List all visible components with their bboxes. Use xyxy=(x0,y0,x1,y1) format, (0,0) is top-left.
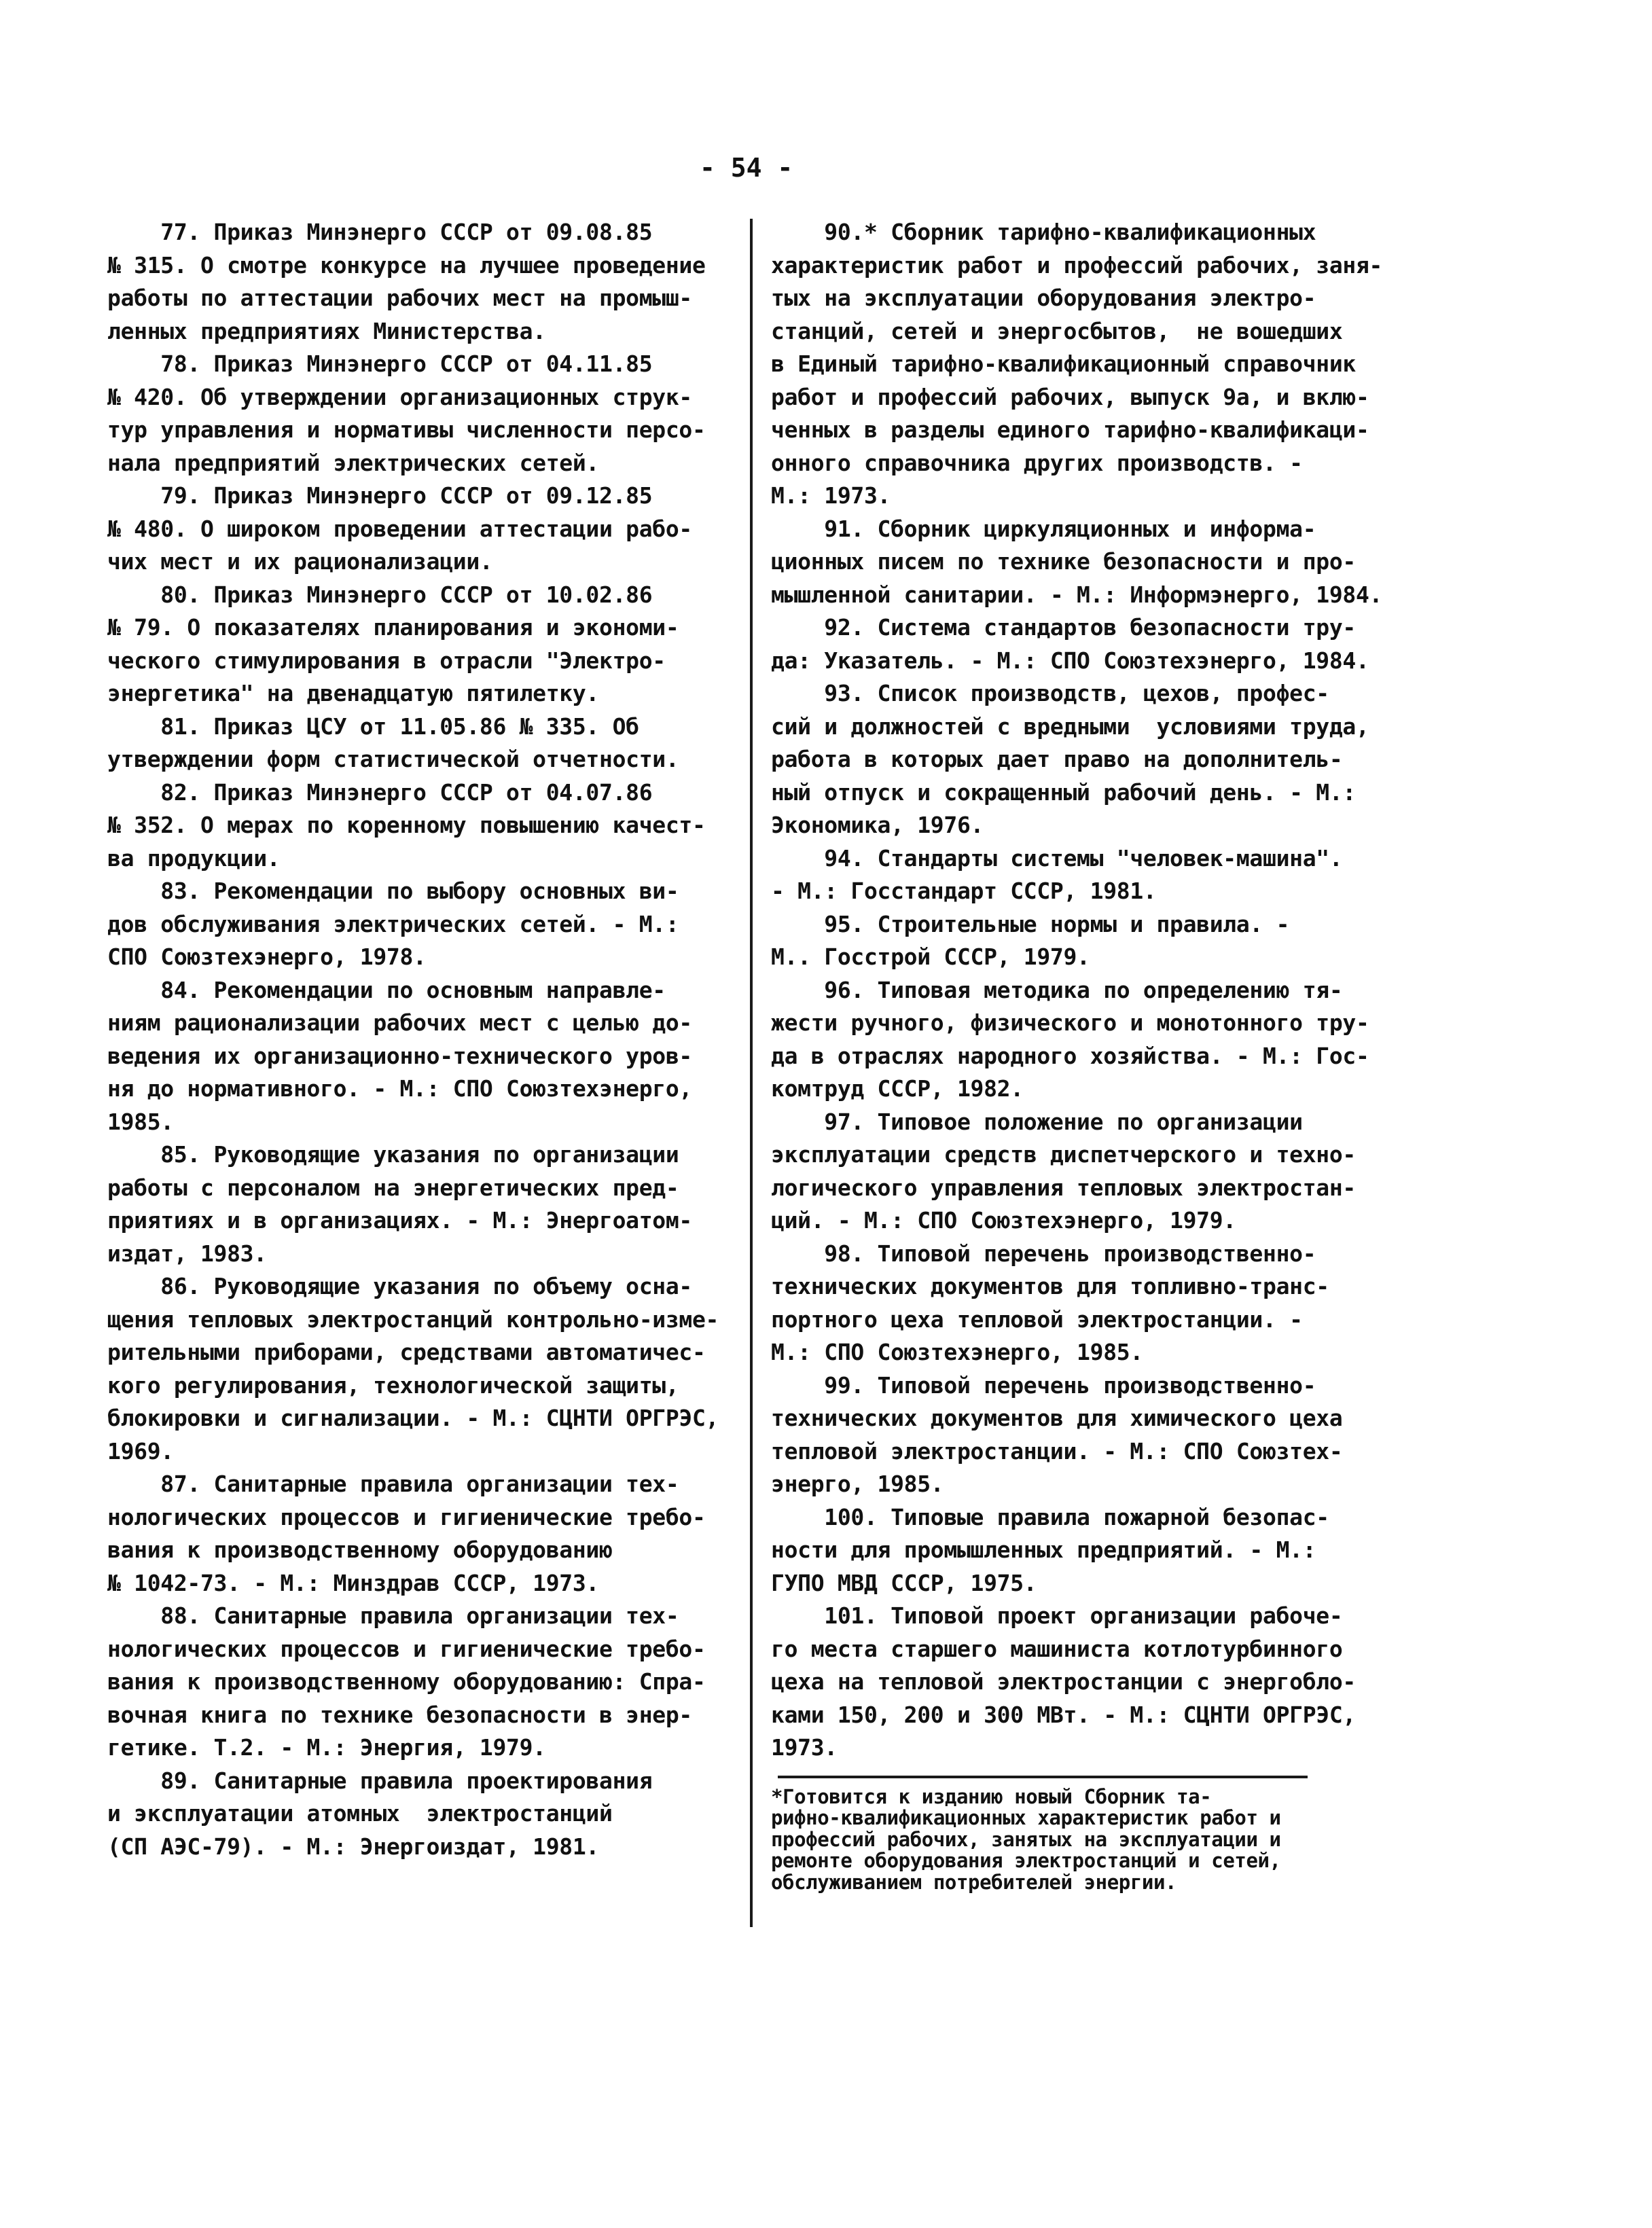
entry-line: дов обслуживания электрических сетей. - М.: xyxy=(107,910,679,937)
entry-line: 92. Система стандартов безопасности тру- xyxy=(771,614,1356,641)
footnote-line: *Готовится к изданию новый Сборник та- xyxy=(771,1784,1212,1808)
entry-line: ный отпуск и сокращенный рабочий день. - М.: xyxy=(771,778,1356,806)
entry-line: нала предприятий электрических сетей. xyxy=(107,449,600,476)
entry-line: работы по аттестации рабочих мест на промыш- xyxy=(107,285,692,311)
entry-line: в Единый тарифно-квалификационный справочник xyxy=(771,351,1356,377)
reference-entry xyxy=(107,579,732,711)
entry-line: 86. Руководящие указания по объему осна- xyxy=(107,1273,692,1299)
entry-line: (СП АЭС-79). - М.: Энергоиздат, 1981. xyxy=(107,1833,600,1860)
reference-entry xyxy=(771,513,1426,612)
reference-entry xyxy=(771,1238,1426,1369)
entry-line: сий и должностей с вредными условиями труда, xyxy=(771,713,1369,740)
reference-entry xyxy=(107,1600,732,1765)
footnote-rule xyxy=(778,1776,1308,1778)
entry-line: ционных писем по технике безопасности и про- xyxy=(771,548,1356,575)
entry-line: портного цеха тепловой электростанции. - xyxy=(771,1306,1303,1333)
entry-line: 1969. xyxy=(107,1437,174,1465)
entry-line: цеха на тепловой электростанции с энергобло- xyxy=(771,1668,1356,1695)
entry-line: го места старшего машиниста котлотурбинного xyxy=(771,1635,1343,1662)
entry-line: тур управления и нормативы численности персо- xyxy=(107,416,706,443)
entry-line: 79. Приказ Минэнерго СССР от 09.12.85 xyxy=(107,482,653,509)
entry-line: 94. Стандарты системы "человек-машина". xyxy=(771,844,1343,872)
reference-entry xyxy=(771,677,1426,842)
entry-line: 95. Строительные нормы и правила. - xyxy=(771,910,1290,937)
entry-line: онного справочника других производств. - xyxy=(771,449,1303,476)
reference-entry xyxy=(771,216,1426,513)
entry-line: гетике. Т.2. - М.: Энергия, 1979. xyxy=(107,1734,546,1761)
entry-line: утверждении форм статистической отчетности. xyxy=(107,746,679,772)
reference-entry xyxy=(107,1138,732,1270)
right-entries xyxy=(771,216,1426,1765)
entry-line: 91. Сборник циркуляционных и информа- xyxy=(771,515,1316,542)
entry-line: 98. Типовой перечень производственно- xyxy=(771,1240,1316,1267)
entry-line: № 352. О мерах по коренному повышению качест- xyxy=(107,812,706,838)
reference-entry xyxy=(771,974,1426,1106)
entry-line: СПО Союзтехэнерго, 1978. xyxy=(107,944,427,970)
entry-line: энергетика" на двенадцатую пятилетку. xyxy=(107,680,600,706)
entry-line: издат, 1983. xyxy=(107,1240,267,1267)
entry-line: 77. Приказ Минэнерго СССР от 09.08.85 xyxy=(107,219,653,245)
page-number: - 54 - xyxy=(700,153,793,183)
footnote-line: профессий рабочих, занятых на эксплуатации и xyxy=(771,1827,1281,1851)
entry-line: № 480. О широком проведении аттестации рабо- xyxy=(107,515,692,542)
entry-line: 85. Руководящие указания по организации xyxy=(107,1141,679,1168)
entry-line: жести ручного, физического и монотонного тру- xyxy=(771,1009,1369,1036)
reference-entry xyxy=(107,1765,732,1864)
entry-line: 83. Рекомендации по выбору основных ви- xyxy=(107,878,679,904)
entry-line: ниям рационализации рабочих мест с целью до- xyxy=(107,1009,692,1036)
footnote xyxy=(771,1786,1426,1894)
entry-line: 101. Типовой проект организации рабоче- xyxy=(771,1602,1343,1629)
entry-line: ГУПО МВД СССР, 1975. xyxy=(771,1569,1037,1596)
reference-entry xyxy=(771,1369,1426,1501)
entry-line: № 1042-73. - М.: Минздрав СССР, 1973. xyxy=(107,1569,600,1596)
reference-entry xyxy=(771,1501,1426,1600)
reference-entry xyxy=(771,1106,1426,1238)
entry-line: ва продукции. xyxy=(107,844,281,872)
reference-entry xyxy=(771,842,1426,908)
entry-line: чих мест и их рационализации. xyxy=(107,548,493,575)
entry-line: 93. Список производств, цехов, профес- xyxy=(771,680,1329,706)
entry-line: - М.: Госстандарт СССР, 1981. xyxy=(771,878,1157,904)
reference-entry xyxy=(107,480,732,579)
entry-line: рительными приборами, средствами автоматичес- xyxy=(107,1339,706,1365)
entry-line: приятиях и в организациях. - М.: Энергоатом- xyxy=(107,1207,692,1234)
reference-entry xyxy=(771,611,1426,677)
entry-line: вочная книга по технике безопасности в энер- xyxy=(107,1701,692,1728)
right-column xyxy=(771,216,1426,1893)
entry-line: М.: СПО Союзтехэнерго, 1985. xyxy=(771,1339,1143,1365)
entry-line: тых на эксплуатации оборудования электро- xyxy=(771,285,1316,311)
entry-line: комтруд СССР, 1982. xyxy=(771,1075,1024,1102)
entry-line: кого регулирования, технологической защиты, xyxy=(107,1371,679,1399)
entry-line: ности для промышленных предприятий. - М.: xyxy=(771,1537,1316,1563)
reference-entry xyxy=(107,974,732,1139)
entry-line: 96. Типовая методика по определению тя- xyxy=(771,976,1343,1003)
entry-line: 100. Типовые правила пожарной безопас- xyxy=(771,1503,1329,1530)
entry-line: ленных предприятиях Министерства. xyxy=(107,317,546,344)
entry-line: 82. Приказ Минэнерго СССР от 04.07.86 xyxy=(107,778,653,806)
entry-line: мышленной санитарии. - М.: Информэнерго, 1984. xyxy=(771,581,1383,608)
reference-entry xyxy=(107,875,732,974)
entry-line: 90.* Сборник тарифно-квалификационных xyxy=(771,219,1316,245)
reference-entry xyxy=(771,908,1426,974)
entry-line: 84. Рекомендации по основным направле- xyxy=(107,976,666,1003)
entry-line: 1973. xyxy=(771,1734,838,1761)
entry-line: и эксплуатации атомных электростанций xyxy=(107,1800,613,1827)
entry-line: 97. Типовое положение по организации xyxy=(771,1108,1303,1135)
entry-line: ческого стимулирования в отрасли "Электро- xyxy=(107,647,666,674)
entry-line: № 420. Об утверждении организационных струк- xyxy=(107,383,692,410)
entry-line: 99. Типовой перечень производственно- xyxy=(771,1371,1316,1399)
reference-entry xyxy=(107,216,732,348)
entry-line: ками 150, 200 и 300 МВт. - М.: СЦНТИ ОРГРЭС, xyxy=(771,1701,1356,1728)
entry-line: тепловой электростанции. - М.: СПО Союзтех- xyxy=(771,1437,1343,1465)
entry-line: нологических процессов и гигиенические требо- xyxy=(107,1635,706,1662)
entry-line: Экономика, 1976. xyxy=(771,812,984,838)
left-column xyxy=(107,216,732,1863)
entry-line: станций, сетей и энергосбытов, не вошедших xyxy=(771,317,1343,344)
entry-line: нологических процессов и гигиенические требо- xyxy=(107,1503,706,1530)
entry-line: щения тепловых электростанций контрольно-изме- xyxy=(107,1306,719,1333)
entry-line: ченных в разделы единого тарифно-квалификаци- xyxy=(771,416,1369,443)
entry-line: да в отраслях народного хозяйства. - М.: Гос- xyxy=(771,1042,1369,1069)
entry-line: 78. Приказ Минэнерго СССР от 04.11.85 xyxy=(107,351,653,377)
entry-line: логического управления тепловых электростан- xyxy=(771,1174,1356,1201)
entry-line: работы с персоналом на энергетических пред- xyxy=(107,1174,679,1201)
reference-entry xyxy=(107,1270,732,1468)
entry-line: ций. - М.: СПО Союзтехэнерго, 1979. xyxy=(771,1207,1236,1234)
entry-line: ведения их организационно-технического уров- xyxy=(107,1042,692,1069)
entry-line: вания к производственному оборудованию xyxy=(107,1537,613,1563)
entry-line: № 315. О смотре конкурсе на лучшее проведение xyxy=(107,251,706,278)
entry-line: характеристик работ и профессий рабочих, заня- xyxy=(771,251,1383,278)
reference-entry xyxy=(107,711,732,776)
entry-line: 81. Приказ ЦСУ от 11.05.86 № 335. Об xyxy=(107,713,639,740)
entry-line: технических документов для топливно-транс- xyxy=(771,1273,1329,1299)
entry-line: 80. Приказ Минэнерго СССР от 10.02.86 xyxy=(107,581,653,608)
footnote-line: ремонте оборудования электростанций и сетей, xyxy=(771,1849,1281,1872)
entry-line: 1985. xyxy=(107,1108,174,1135)
reference-entry xyxy=(107,776,732,876)
column-divider xyxy=(750,219,753,1927)
entry-line: № 79. О показателях планирования и экономи- xyxy=(107,614,679,641)
entry-line: 89. Санитарные правила проектирования xyxy=(107,1767,653,1794)
entry-line: 88. Санитарные правила организации тех- xyxy=(107,1602,679,1629)
footnote-line: обслуживанием потребителей энергии. xyxy=(771,1870,1177,1894)
entry-line: ня до нормативного. - М.: СПО Союзтехэнерго, xyxy=(107,1075,692,1102)
entry-line: работ и профессий рабочих, выпуск 9а, и вклю- xyxy=(771,383,1369,410)
reference-entry xyxy=(107,1468,732,1600)
entry-line: работа в которых дает право на дополнитель- xyxy=(771,746,1343,772)
entry-line: эксплуатации средств диспетчерского и техно- xyxy=(771,1141,1356,1168)
entry-line: 87. Санитарные правила организации тех- xyxy=(107,1471,679,1497)
entry-line: вания к производственному оборудованию: Спра- xyxy=(107,1668,706,1695)
entry-line: М.. Госстрой СССР, 1979. xyxy=(771,944,1090,970)
entry-line: М.: 1973. xyxy=(771,482,891,509)
entry-line: блокировки и сигнализации. - М.: СЦНТИ ОРГРЭС, xyxy=(107,1405,719,1431)
reference-entry xyxy=(107,348,732,480)
reference-entry xyxy=(771,1600,1426,1765)
footnote-line: рифно-квалификационных характеристик работ и xyxy=(771,1806,1281,1829)
entry-line: да: Указатель. - М.: СПО Союзтехэнерго, 1984. xyxy=(771,647,1369,674)
entry-line: энерго, 1985. xyxy=(771,1471,944,1497)
entry-line: технических документов для химического цеха xyxy=(771,1405,1343,1431)
